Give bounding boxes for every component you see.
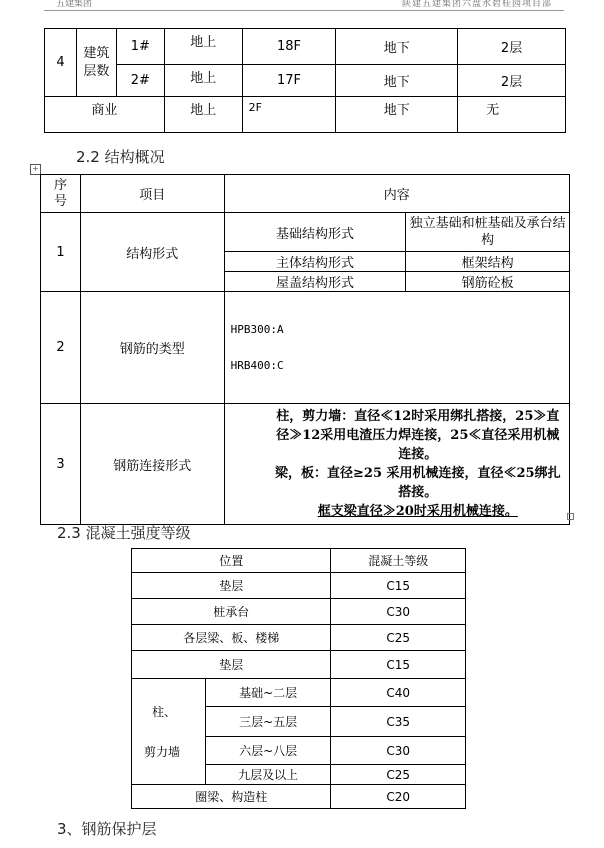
row1-item: 结构形式 xyxy=(80,213,224,292)
rebar-type-hrb: HRB400:C xyxy=(230,358,284,372)
section-heading-3: 3、钢筋保护层 xyxy=(57,820,157,838)
section-heading-2-2: 2.2 结构概况 xyxy=(76,148,165,166)
grade-cell: C15 xyxy=(331,573,466,599)
pair-value: 独立基础和桩基础及承台结构 xyxy=(406,213,570,252)
header-right: 陕建五建集团六盘水碧桂园项目部 xyxy=(401,0,552,9)
pair-value: 框架结构 xyxy=(406,252,570,272)
row3-item: 钢筋连接形式 xyxy=(80,404,224,525)
commercial-below-value: 无 xyxy=(458,97,566,133)
row2-index: 2 xyxy=(41,292,81,404)
header-index: 序号 xyxy=(41,175,81,213)
above-value-cell: 17F xyxy=(242,65,336,97)
header-left: 五建集团 xyxy=(56,0,93,9)
grade-cell: C15 xyxy=(331,651,466,679)
header-content: 内容 xyxy=(224,175,569,213)
grade-cell: C40 xyxy=(331,679,466,707)
position-cell: 基础~二层 xyxy=(205,679,331,707)
above-label-cell: 地上 xyxy=(164,29,242,65)
group-label: 建筑层数 xyxy=(76,29,116,97)
row-index: 4 xyxy=(45,29,77,97)
table-move-handle[interactable]: + xyxy=(30,164,41,175)
rebar-types xyxy=(224,292,569,404)
position-cell: 三层~五层 xyxy=(205,707,331,737)
grade-cell: C20 xyxy=(331,785,466,809)
commercial-name: 商业 xyxy=(45,97,165,133)
row3-index: 3 xyxy=(41,404,81,525)
position-cell: 九层及以上 xyxy=(205,765,331,785)
pair-key: 基础结构形式 xyxy=(224,213,406,252)
group-label-line2: 剪力墙 xyxy=(144,744,181,759)
header-grade: 混凝土等级 xyxy=(331,549,466,573)
connection-para-beams: 梁，板：直径≥25 采用机械连接，直径≪25绑扎搭接。 xyxy=(275,466,561,500)
concrete-grade-table xyxy=(131,548,466,809)
building-floors-table xyxy=(44,28,566,133)
above-value-cell: 18F xyxy=(242,29,336,65)
commercial-above-label: 地上 xyxy=(164,97,242,133)
group-label-line1: 柱、 xyxy=(152,704,177,719)
structure-overview-table xyxy=(40,174,570,525)
grade-cell: C35 xyxy=(331,707,466,737)
above-label-cell: 地上 xyxy=(164,65,242,97)
pair-key: 屋盖结构形式 xyxy=(224,272,406,292)
grade-cell: C25 xyxy=(331,625,466,651)
position-cell: 圈梁、构造柱 xyxy=(132,785,331,809)
group-label xyxy=(132,679,206,785)
rebar-connection-text xyxy=(224,404,569,525)
below-label-cell: 地下 xyxy=(336,65,458,97)
commercial-below-label: 地下 xyxy=(336,97,458,133)
connection-para-columns: 柱，剪力墙：直径≪12时采用绑扎搭接，25≫直径≫12采用电渣压力焊连接，25≪直径采用机械连接。 xyxy=(276,409,560,462)
section-heading-2-3: 2.3 混凝土强度等级 xyxy=(57,524,191,542)
position-cell: 六层~八层 xyxy=(205,737,331,765)
below-label-cell: 地下 xyxy=(336,29,458,65)
row2-item: 钢筋的类型 xyxy=(80,292,224,404)
connection-para-transfer-beams: 框支梁直径≫20时采用机械连接。 xyxy=(317,504,518,519)
pair-value: 钢筋砼板 xyxy=(406,272,570,292)
pair-key: 主体结构形式 xyxy=(224,252,406,272)
position-cell: 垫层 xyxy=(132,651,331,679)
rebar-type-hpb: HPB300:A xyxy=(230,322,284,336)
grade-cell: C30 xyxy=(331,599,466,625)
header-item: 项目 xyxy=(80,175,224,213)
position-cell: 桩承台 xyxy=(132,599,331,625)
header-position: 位置 xyxy=(132,549,331,573)
position-cell: 各层梁、板、楼梯 xyxy=(132,625,331,651)
header-rule xyxy=(44,10,564,11)
building-cell: 1# xyxy=(116,29,164,65)
below-value-cell: 2层 xyxy=(458,29,566,65)
below-value-cell: 2层 xyxy=(458,65,566,97)
position-cell: 垫层 xyxy=(132,573,331,599)
table-resize-handle[interactable] xyxy=(567,513,574,520)
building-cell: 2# xyxy=(116,65,164,97)
grade-cell: C25 xyxy=(331,765,466,785)
commercial-above-value: 2F xyxy=(242,97,336,133)
row1-index: 1 xyxy=(41,213,81,292)
grade-cell: C30 xyxy=(331,737,466,765)
